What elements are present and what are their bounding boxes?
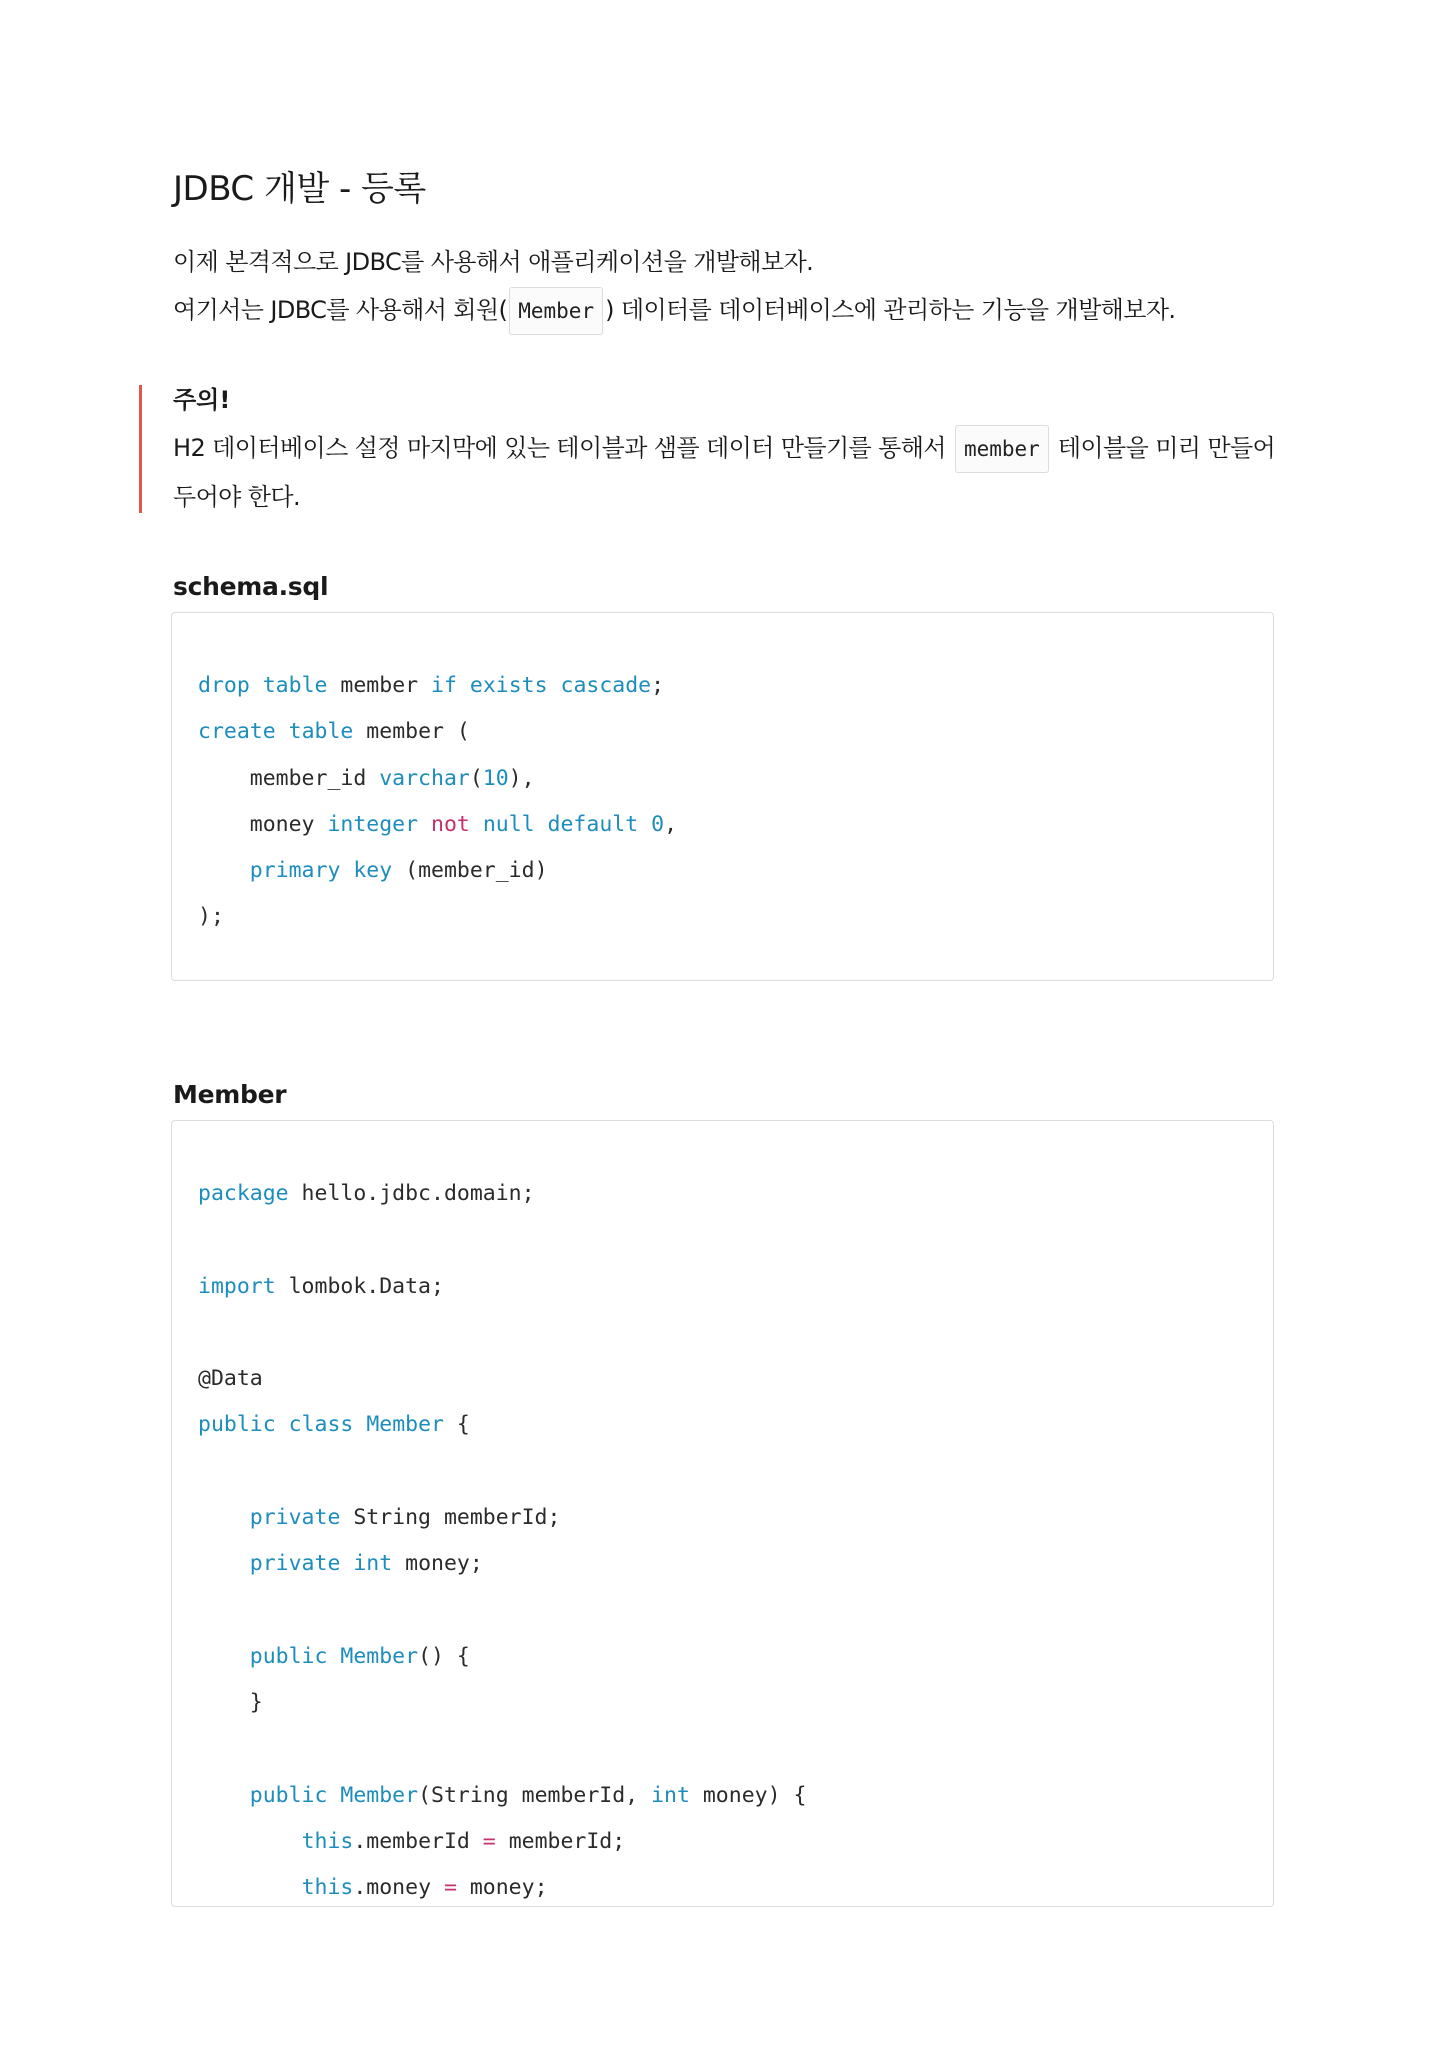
sql-keyword: default (547, 811, 639, 837)
sql-keyword: if (431, 673, 457, 698)
java-keyword: package (198, 1181, 289, 1206)
java-keyword: int (651, 1782, 690, 1808)
member-class-code: package hello.jdbc.domain; import lombok.Data; @Data public class Member { private String memberId; private int money; public Member() { } public Member(String memberId, int money) { this.memberId = memberId; this.money = money; (198, 1181, 807, 1901)
java-keyword: this (301, 1829, 354, 1855)
java-keyword: public (198, 1412, 276, 1438)
java-operator: = (443, 1875, 457, 1901)
java-keyword: class (288, 1412, 354, 1438)
sql-keyword: integer (327, 811, 419, 837)
callout-title: 주의! (173, 386, 231, 414)
java-type: Member (366, 1412, 444, 1438)
java-keyword: this (301, 1875, 354, 1901)
intro-line-1: 이제 본격적으로 JDBC를 사용해서 애플리케이션을 개발해보자. (173, 248, 814, 276)
inline-code-member-class: Member (509, 287, 603, 335)
schema-sql-code-block (171, 612, 1274, 981)
schema-sql-title: schema.sql (173, 572, 329, 601)
sql-operator: not (431, 811, 470, 837)
intro-line-2-before: 여기서는 JDBC를 사용해서 회원( (173, 296, 508, 324)
sql-keyword: table (262, 673, 328, 698)
java-type: Member (340, 1782, 419, 1808)
java-type: Member (340, 1643, 419, 1669)
sql-keyword: drop (198, 673, 250, 698)
java-keyword: public (249, 1782, 328, 1808)
java-keyword: int (353, 1551, 393, 1577)
java-keyword: public (249, 1643, 328, 1669)
sql-number: 10 (482, 765, 509, 791)
java-operator: = (482, 1829, 496, 1855)
sql-keyword: cascade (560, 673, 652, 698)
page-title: JDBC 개발 - 등록 (173, 169, 426, 209)
sql-keyword: create (198, 719, 276, 745)
intro-line-2 (173, 286, 1175, 335)
sql-keyword: table (288, 719, 354, 745)
sql-number: 0 (651, 811, 665, 837)
java-keyword: import (198, 1273, 276, 1299)
sql-keyword: key (353, 858, 393, 884)
member-class-code-block (171, 1120, 1274, 1907)
schema-sql-code: drop table member if exists cascade; create table member ( member_id varchar(10), money integer not null default 0, primary key (member_id) ); (198, 673, 678, 930)
callout-bar (139, 385, 142, 513)
sql-keyword: primary (249, 858, 341, 884)
sql-keyword: null (482, 811, 535, 837)
intro-line-2-after: ) 데이터를 데이터베이스에 관리하는 기능을 개발해보자. (605, 296, 1176, 324)
callout-text-before: H2 데이터베이스 설정 마지막에 있는 테이블과 샘플 데이터 만들기를 통해서 (173, 434, 953, 462)
sql-keyword: exists (469, 673, 548, 698)
inline-code-member-table: member (955, 425, 1049, 473)
callout-text (173, 424, 1283, 521)
java-keyword: private (249, 1505, 341, 1531)
sql-keyword: varchar (379, 765, 470, 791)
callout-text-after: 테이블을 미리 만들어두어야 한다. (173, 434, 1276, 511)
java-keyword: private (249, 1551, 341, 1577)
member-class-title: Member (173, 1080, 287, 1109)
